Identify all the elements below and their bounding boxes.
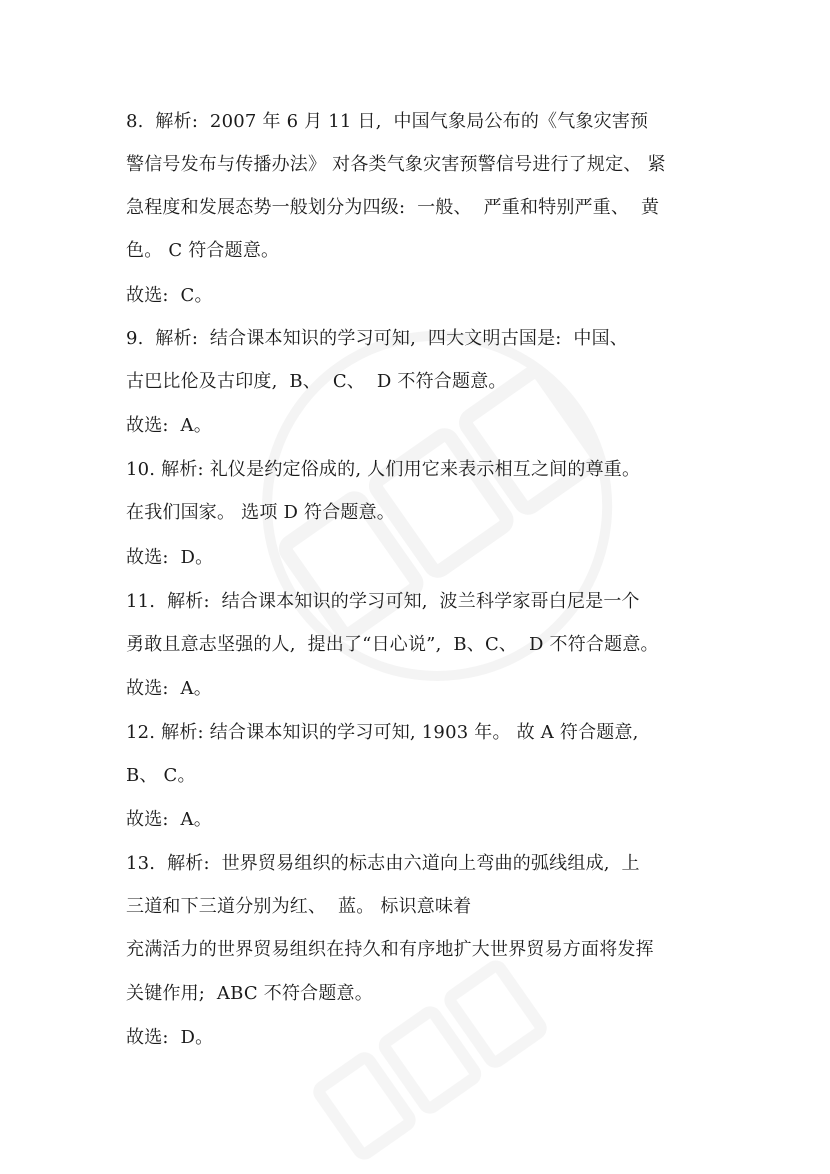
text-line: 9. 解析: 结合课本知识的学习可知, 四大文明古国是: 中国、 bbox=[126, 328, 628, 349]
text-line: 8. 解析: 2007 年 6 月 11 日, 中国气象局公布的《气象灾害预 bbox=[126, 111, 649, 132]
text-line: 11. 解析: 结合课本知识的学习可知, 波兰科学家哥白尼是一个 bbox=[126, 591, 640, 612]
text-line: 10. 解析: 礼仪是约定俗成的, 人们用它来表示相互之间的尊重。 bbox=[126, 459, 641, 480]
text-line: B、 C。 bbox=[126, 765, 196, 786]
answer-line: 故选: D。 bbox=[126, 1027, 214, 1048]
text-line: 充满活力的世界贸易组织在持久和有序地扩大世界贸易方面将发挥 bbox=[126, 939, 654, 960]
answer-line: 故选: A。 bbox=[126, 678, 212, 699]
answer-line: 故选: D。 bbox=[126, 547, 214, 568]
answer-line: 故选: A。 bbox=[126, 415, 212, 436]
answer-line: 故选: C。 bbox=[126, 285, 213, 306]
text-line: 12. 解析: 结合课本知识的学习可知, 1903 年。 故 A 符合题意, bbox=[126, 722, 639, 743]
text-line: 在我们国家。 选项 D 符合题意。 bbox=[126, 502, 395, 523]
text-line: 关键作用; ABC 不符合题意。 bbox=[126, 983, 373, 1004]
text-line: 急程度和发展态势一般划分为四级: 一般、 严重和特别严重、 黄 bbox=[126, 197, 660, 218]
text-line: 警信号发布与传播办法》 对各类气象灾害预警信号进行了规定、 紧 bbox=[126, 154, 666, 175]
text-line: 勇敢且意志坚强的人, 提出了“日心说”, B、C、 D 不符合题意。 bbox=[126, 634, 659, 655]
text-line: 色。 C 符合题意。 bbox=[126, 240, 280, 261]
text-line: 古巴比伦及古印度, B、 C、 D 不符合题意。 bbox=[126, 371, 507, 392]
text-line: 13. 解析: 世界贸易组织的标志由六道向上弯曲的弧线组成, 上 bbox=[126, 853, 640, 874]
text-line: 三道和下三道分别为红、 蓝。 标识意味着 bbox=[126, 896, 472, 917]
answer-line: 故选: A。 bbox=[126, 809, 212, 830]
